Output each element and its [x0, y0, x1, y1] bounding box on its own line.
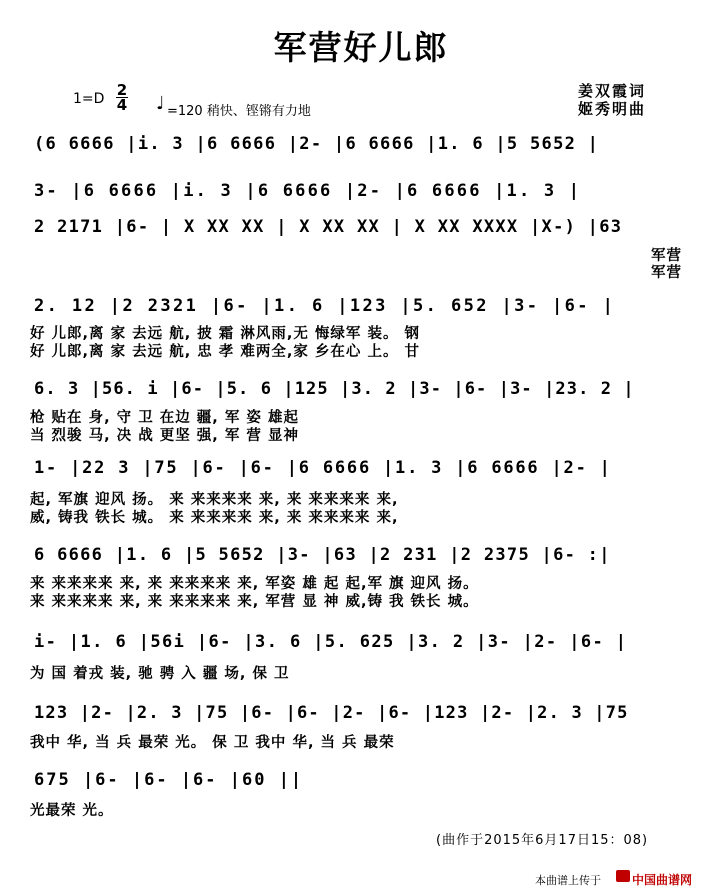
- system-8-lyrics: 为 国 着戎 装, 驰 骋 入 疆 场, 保 卫: [30, 666, 290, 682]
- composition-date: (曲作于2015年6月17日15：08): [436, 833, 649, 848]
- system-10-lyrics: 光最荣 光。: [30, 803, 114, 819]
- system-9-lyrics: 我中 华, 当 兵 最荣 光。 保 卫 我中 华, 当 兵 最荣: [30, 735, 395, 751]
- system-7-lyrics-verse-1: 来 来来来来 来, 来 来来来来 来, 军姿 雄 起 起,军 旗 迎风 扬。: [30, 576, 479, 592]
- system-8-notes: i- |1. 6 |56i |6- |3. 6 |5. 625 |3. 2 |3- |2- |6- |: [34, 632, 628, 652]
- composer-credit: 姬秀明曲: [578, 100, 647, 118]
- system-10-notes: 675 |6- |6- |6- |60 ||: [34, 770, 304, 790]
- system-3-lyrics-verse-2: 军营: [651, 265, 682, 281]
- system-5-lyrics-verse-2: 当 烈骏 马, 决 战 更坚 强, 军 营 显神: [30, 428, 299, 444]
- system-7-lyrics-verse-2: 来 来来来来 来, 来 来来来来 来, 军营 显 神 威,铸 我 铁长 城。: [30, 594, 479, 610]
- quarter-note-icon: ♩: [156, 93, 165, 114]
- site-logo-icon: [616, 870, 630, 882]
- time-signature-bottom: 4: [116, 96, 128, 114]
- upload-note: 本曲谱上传于: [535, 874, 601, 887]
- system-1-notes: (6 6666 |i. 3 |6 6666 |2- |6 6666 |1. 6 |5 5652 |: [34, 134, 600, 154]
- tempo-marking: =120 稍快、铿锵有力地: [167, 104, 311, 119]
- system-4-lyrics-verse-2: 好 儿郎,离 家 去远 航, 忠 孝 难两全,家 乡在心 上。 甘: [30, 344, 421, 360]
- system-3-lyrics-verse-1: 军营: [651, 248, 682, 264]
- time-signature: [116, 83, 128, 112]
- system-6-notes: 1- |22 3 |75 |6- |6- |6 6666 |1. 3 |6 6666 |2- |: [34, 458, 612, 478]
- system-5-notes: 6. 3 |56. i |6- |5. 6 |125 |3. 2 |3- |6- |3- |23. 2 |: [34, 379, 635, 399]
- system-4-lyrics-verse-1: 好 儿郎,离 家 去远 航, 披 霜 淋风雨,无 悔绿军 装。 钢: [30, 326, 421, 342]
- song-title: 军营好儿郎: [273, 28, 449, 67]
- system-4-notes: 2. 12 |2 2321 |6- |1. 6 |123 |5. 652 |3- |6- |: [34, 296, 616, 316]
- system-3-notes: 2 2171 |6- | X XX XX | X XX XX | X XX XXXX |X-) |63: [34, 217, 623, 237]
- key-signature: 1=D: [73, 91, 105, 107]
- site-name[interactable]: 中国曲谱网: [632, 873, 693, 887]
- time-signature-top: 2: [116, 81, 128, 99]
- system-6-lyrics-verse-1: 起, 军旗 迎风 扬。 来 来来来来 来, 来 来来来来 来,: [30, 492, 399, 508]
- system-2-notes: 3- |6 6666 |i. 3 |6 6666 |2- |6 6666 |1. 3 |: [34, 181, 582, 201]
- system-9-notes: 123 |2- |2. 3 |75 |6- |6- |2- |6- |123 |2- |2. 3 |75: [34, 703, 629, 723]
- system-6-lyrics-verse-2: 威, 铸我 铁长 城。 来 来来来来 来, 来 来来来来 来,: [30, 510, 399, 526]
- system-5-lyrics-verse-1: 枪 贴在 身, 守 卫 在边 疆, 军 姿 雄起: [30, 410, 299, 426]
- lyricist-credit: 姜双霞词: [578, 82, 647, 100]
- system-7-notes: 6 6666 |1. 6 |5 5652 |3- |63 |2 231 |2 2375 |6- :|: [34, 545, 611, 565]
